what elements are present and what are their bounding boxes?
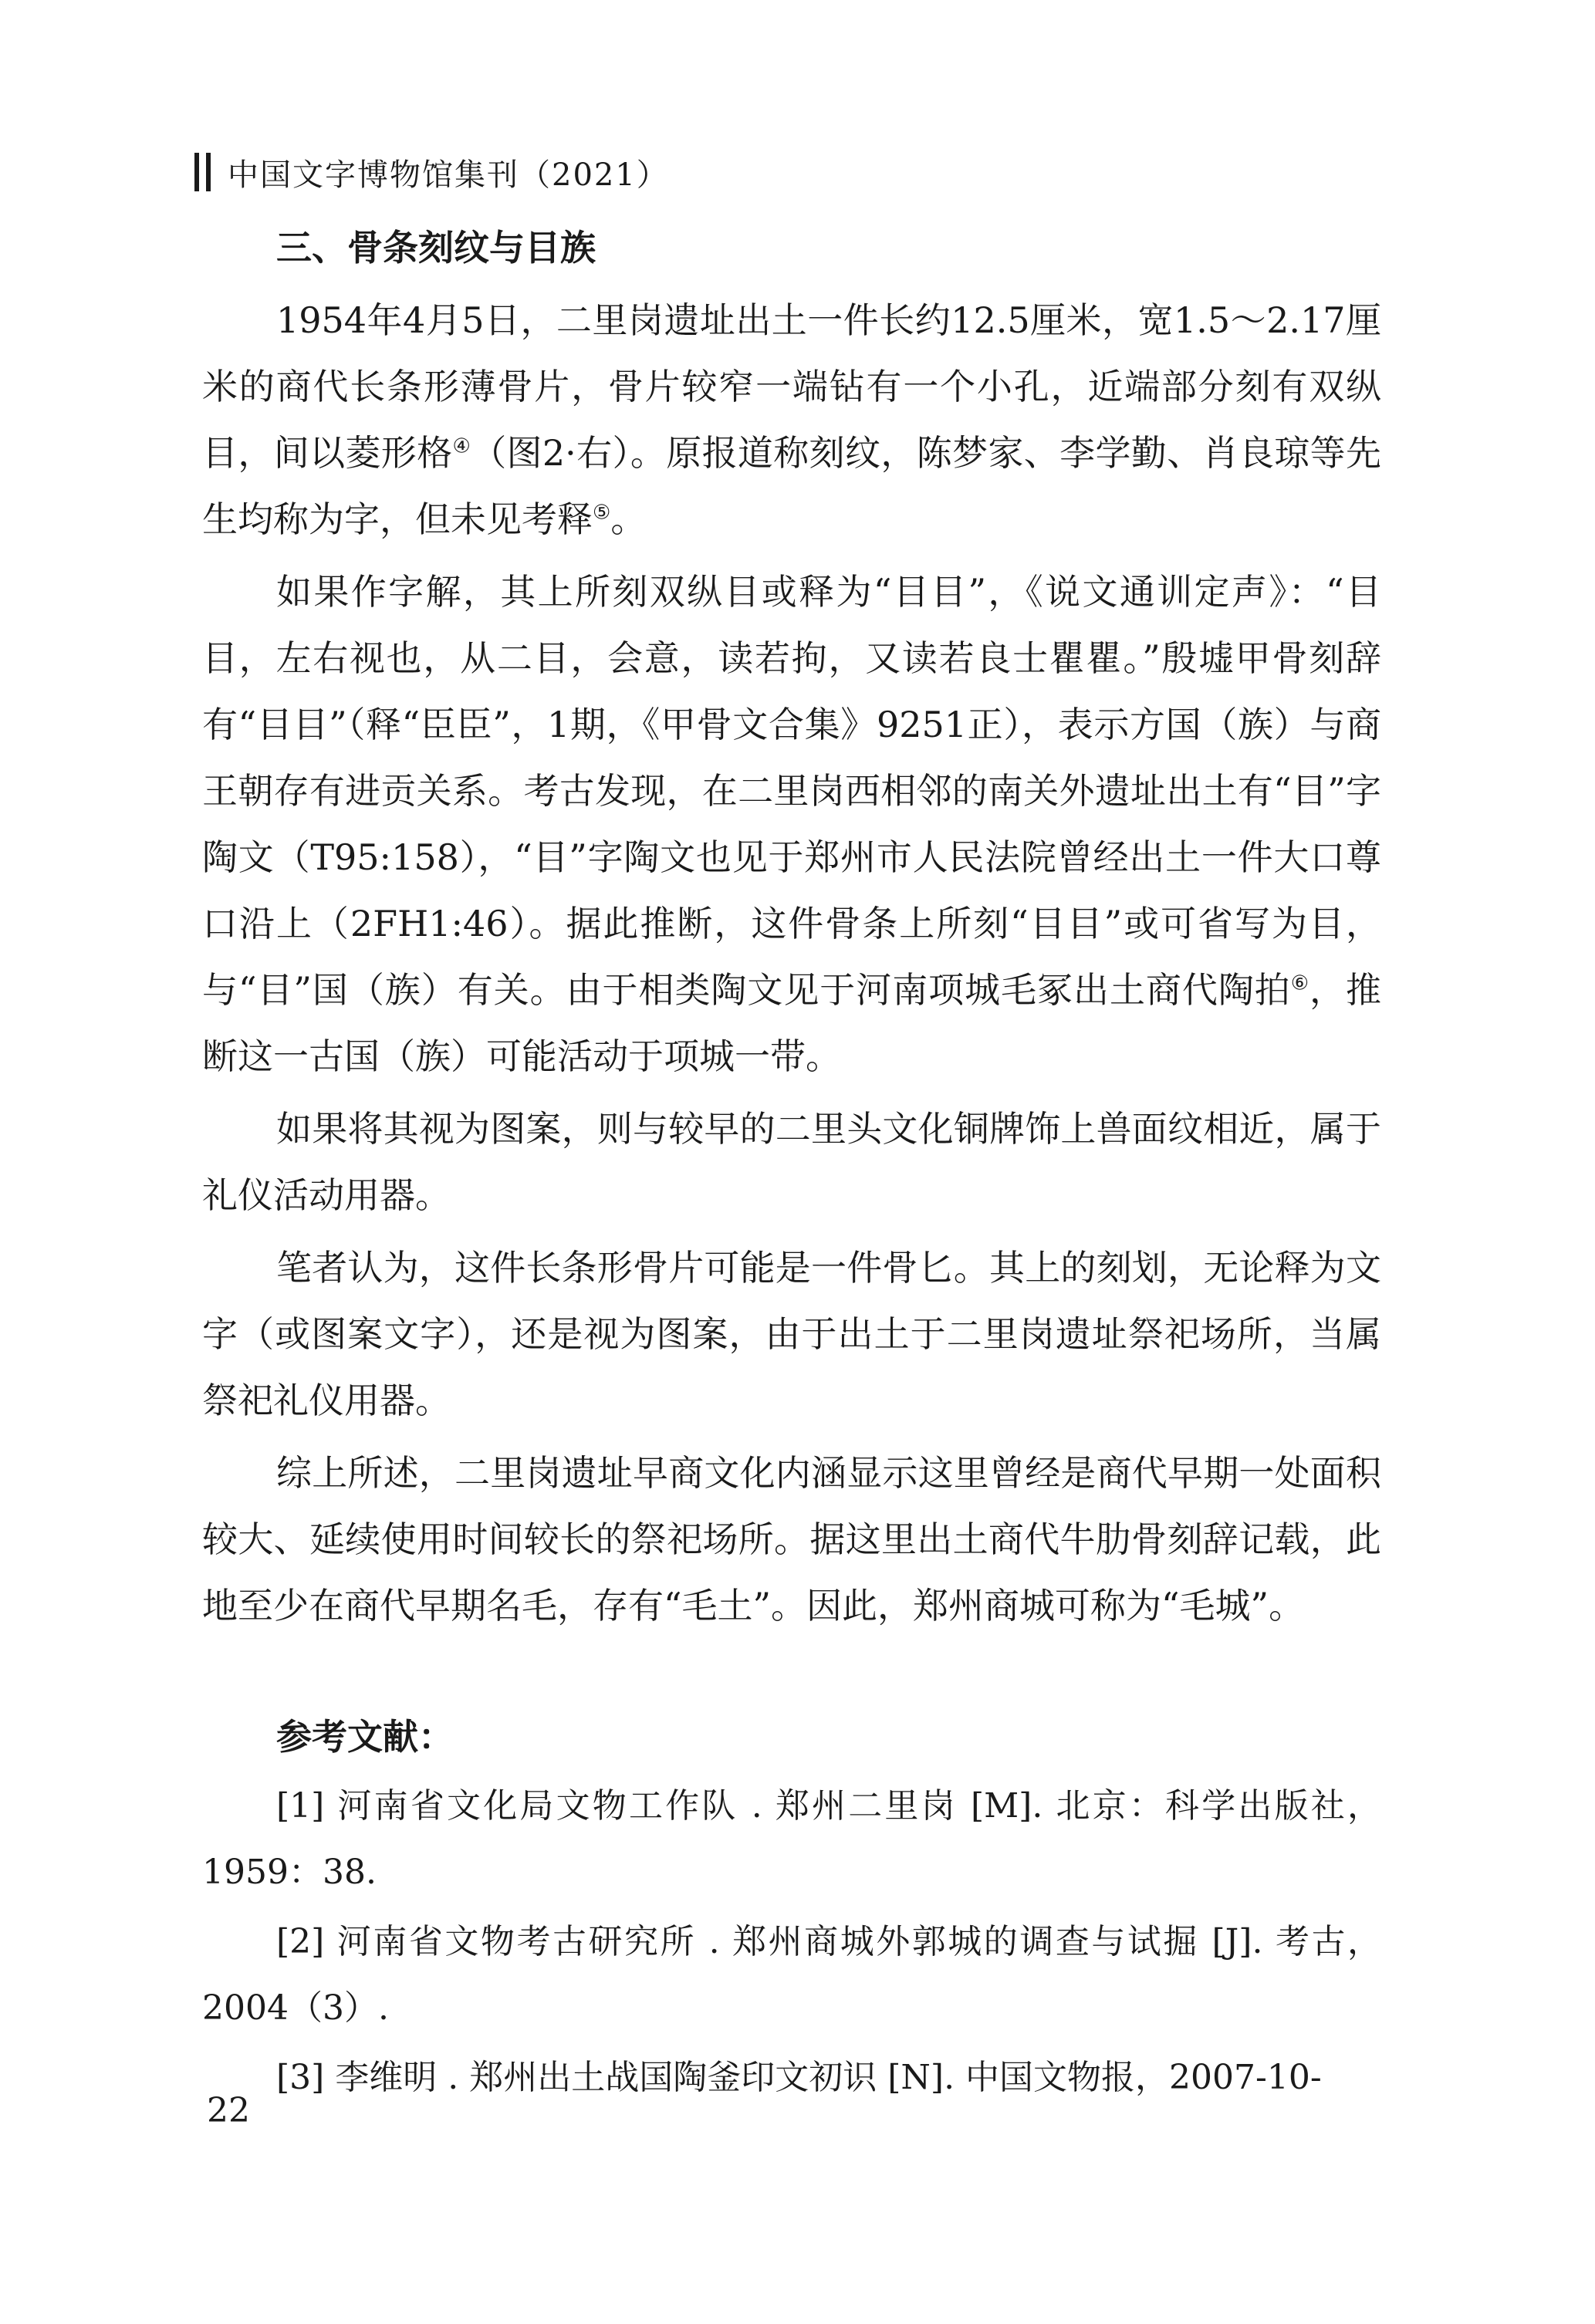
body-paragraph	[202, 287, 1381, 552]
footnote-marker: ⑤	[593, 501, 611, 525]
paragraph-text: （图2·右）。原报道称刻纹，陈梦家、李学勤、肖良琼等先生均称为字，但未见考释	[202, 432, 1382, 540]
header-bars-decoration	[194, 153, 211, 191]
references-heading: 参考文献：	[276, 1716, 454, 1758]
paragraph-text: 笔者认为，这件长条形骨片可能是一件骨匕。其上的刻划，无论释为文字（或图案文字），还是视为图案，由于出土于二里岗遗址祭祀场所，当属祭祀礼仪用器。	[202, 1247, 1381, 1421]
paragraph-text: 。	[610, 498, 647, 540]
running-header	[194, 145, 669, 199]
references-list	[202, 1773, 1381, 2111]
footnote-marker: ④	[452, 434, 471, 458]
footnote-marker: ⑥	[1290, 971, 1310, 995]
body-paragraph	[202, 559, 1381, 1089]
journal-title: 中国文字博物馆集刊（2021）	[228, 157, 669, 193]
header-bar	[194, 153, 199, 191]
body-paragraph	[202, 1235, 1381, 1434]
paragraph-text: ，推断这一古国（族）可能活动于项城一带。	[202, 969, 1382, 1077]
header-bar	[206, 153, 211, 191]
reference-item: [2] 河南省文物考古研究所 . 郑州商城外郭城的调查与试掘 [J]. 考古，2004（3）.	[202, 1922, 1381, 2028]
paragraph-text: 1954年4月5日，二里岗遗址出土一件长约12.5厘米，宽1.5～2.17厘米的商代长条形薄骨片，骨片较窄一端钻有一个小孔，近端部分刻有双纵目，间以菱形格	[202, 299, 1381, 474]
reference-item: [3] 李维明 . 郑州出土战国陶釜印文初识 [N]. 中国文物报，2007-10-	[276, 2058, 1322, 2097]
body-paragraph	[202, 1096, 1381, 1228]
body-paragraph	[202, 1440, 1381, 1639]
paragraph-text: 如果作字解，其上所刻双纵目或释为“目目”，《说文通训定声》：“目目，左右视也，从二目，会意，读若拘，又读若良士瞿瞿。”殷墟甲骨刻辞有“目目”（释“臣臣”，1期，《甲骨文合集》9251正），表示方国（族）与商王朝存有进贡关系。考古发现，在二里岗西相邻的南关外遗址出土有“目”字陶文（T95:158），“目”字陶文也见于郑州市人民法院曾经出土一件大口尊口沿上（2FH1:46）。据此推断，这件骨条上所刻“目目”或可省写为目，与“目”国（族）有关。由于相类陶文见于河南项城毛冢出土商代陶拍	[202, 571, 1381, 1011]
article-body	[202, 214, 1381, 2114]
paragraph-text: 综上所述，二里岗遗址早商文化内涵显示这里曾经是商代早期一处面积较大、延续使用时间较长的祭祀场所。据这里出土商代牛肋骨刻辞记载，此地至少在商代早期名毛，存有“毛土”。因此，郑州商城可称为“毛城”。	[202, 1452, 1381, 1626]
reference-item: [1] 河南省文化局文物工作队 . 郑州二里岗 [M]. 北京：科学出版社，1959：38.	[202, 1786, 1381, 1892]
section-heading: 三、骨条刻纹与目族	[276, 227, 596, 269]
page-number: 22	[207, 2091, 250, 2130]
paragraphs-container	[202, 287, 1381, 1639]
paragraph-text: 如果将其视为图案，则与较早的二里头文化铜牌饰上兽面纹相近，属于礼仪活动用器。	[202, 1108, 1381, 1216]
